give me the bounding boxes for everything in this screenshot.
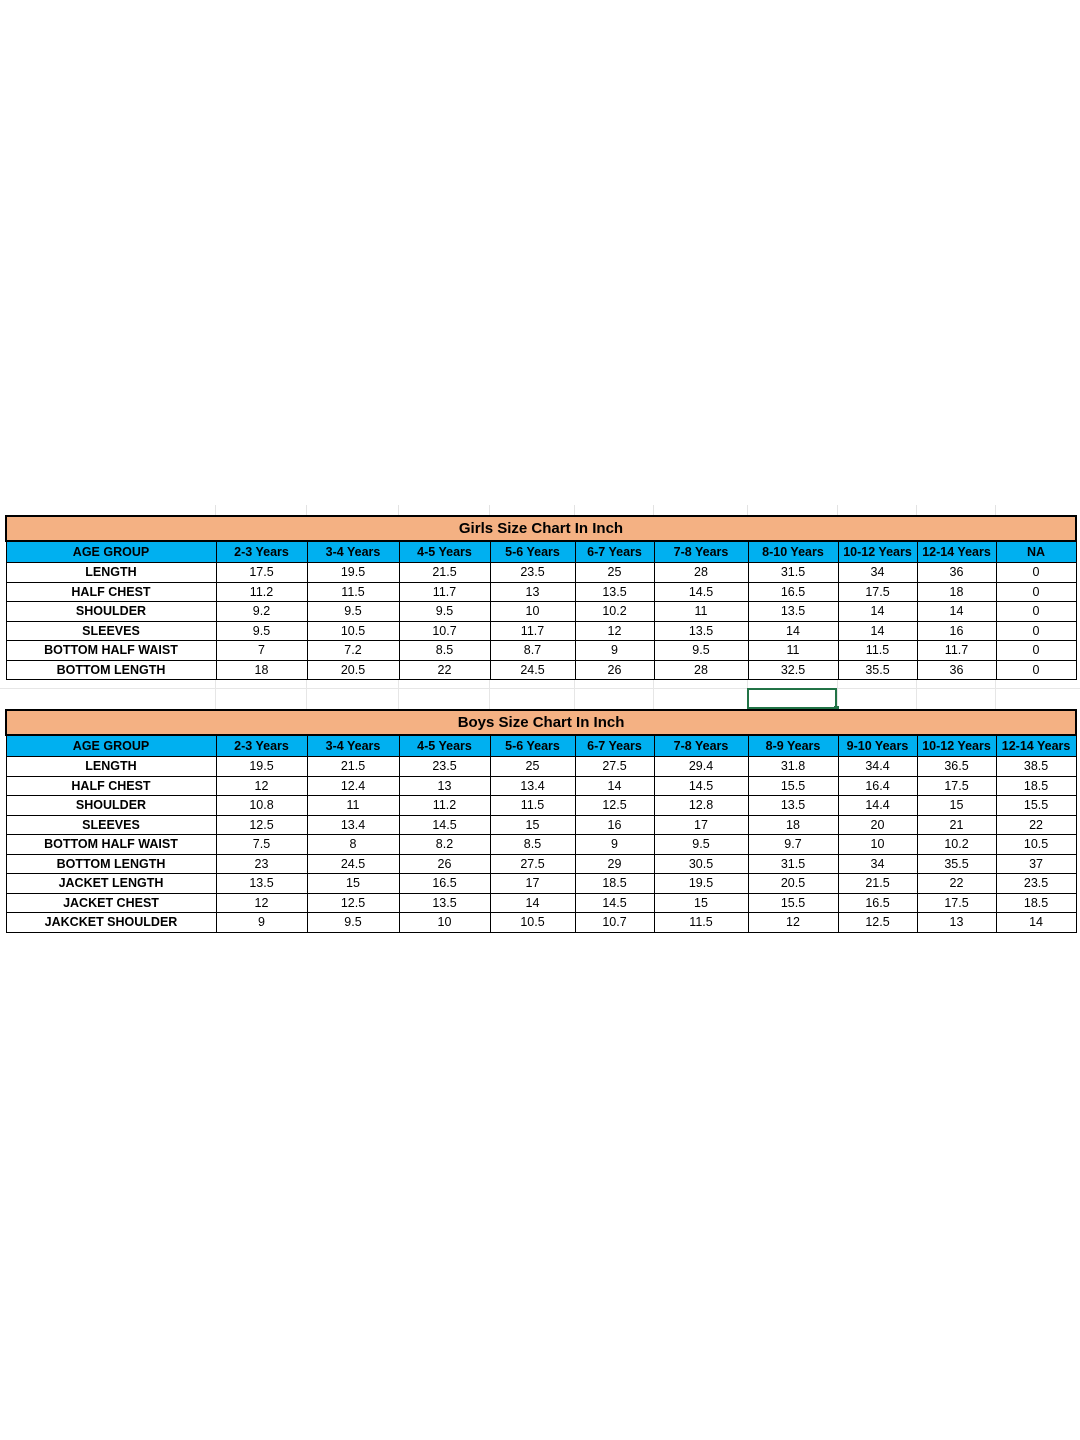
measurement-value-cell[interactable]: 27.5 — [490, 854, 575, 874]
measurement-label-cell[interactable]: BOTTOM LENGTH — [6, 854, 216, 874]
measurement-label-cell[interactable]: JACKET LENGTH — [6, 874, 216, 894]
measurement-label-cell[interactable]: JACKET CHEST — [6, 893, 216, 913]
measurement-value-cell[interactable]: 7.2 — [307, 641, 399, 661]
header-cell-size[interactable]: 8-9 Years — [748, 735, 838, 757]
measurement-value-cell[interactable]: 22 — [399, 660, 490, 680]
measurement-value-cell[interactable]: 31.8 — [748, 757, 838, 777]
measurement-value-cell[interactable]: 14.4 — [838, 796, 917, 816]
measurement-value-cell[interactable]: 14 — [996, 913, 1076, 933]
girls-size-chart-table — [5, 515, 1077, 680]
table-row — [6, 563, 1076, 583]
measurement-value-cell[interactable]: 10.2 — [575, 602, 654, 622]
measurement-value-cell[interactable]: 18 — [748, 815, 838, 835]
measurement-label-cell[interactable]: BOTTOM HALF WAIST — [6, 641, 216, 661]
measurement-value-cell[interactable]: 13 — [917, 913, 996, 933]
measurement-value-cell[interactable]: 14.5 — [654, 582, 748, 602]
measurement-value-cell[interactable]: 23.5 — [996, 874, 1076, 894]
measurement-value-cell[interactable]: 20 — [838, 815, 917, 835]
measurement-value-cell[interactable]: 15.5 — [996, 796, 1076, 816]
measurement-value-cell[interactable]: 17.5 — [917, 776, 996, 796]
header-cell-size[interactable]: 2-3 Years — [216, 735, 307, 757]
measurement-value-cell[interactable]: 12 — [216, 893, 307, 913]
measurement-value-cell[interactable]: 10.5 — [490, 913, 575, 933]
measurement-value-cell[interactable]: 16 — [917, 621, 996, 641]
measurement-value-cell[interactable]: 9.5 — [216, 621, 307, 641]
table-row — [6, 796, 1076, 816]
measurement-value-cell[interactable]: 23 — [216, 854, 307, 874]
measurement-value-cell[interactable]: 15.5 — [748, 893, 838, 913]
measurement-value-cell[interactable]: 0 — [996, 602, 1076, 622]
measurement-value-cell[interactable]: 10.7 — [575, 913, 654, 933]
measurement-value-cell[interactable]: 28 — [654, 660, 748, 680]
measurement-value-cell[interactable]: 29 — [575, 854, 654, 874]
measurement-value-cell[interactable]: 18 — [216, 660, 307, 680]
measurement-value-cell[interactable]: 8.7 — [490, 641, 575, 661]
measurement-label-cell[interactable]: HALF CHEST — [6, 582, 216, 602]
measurement-value-cell[interactable]: 38.5 — [996, 757, 1076, 777]
measurement-value-cell[interactable]: 11.5 — [490, 796, 575, 816]
measurement-value-cell[interactable]: 0 — [996, 582, 1076, 602]
measurement-value-cell[interactable]: 7.5 — [216, 835, 307, 855]
measurement-value-cell[interactable]: 11 — [654, 602, 748, 622]
measurement-value-cell[interactable]: 12.4 — [307, 776, 399, 796]
header-cell-size[interactable]: 10-12 Years — [838, 541, 917, 563]
measurement-value-cell[interactable]: 0 — [996, 641, 1076, 661]
measurement-value-cell[interactable]: 26 — [399, 854, 490, 874]
measurement-value-cell[interactable]: 11.5 — [307, 582, 399, 602]
measurement-value-cell[interactable]: 0 — [996, 563, 1076, 583]
measurement-value-cell[interactable]: 11 — [307, 796, 399, 816]
measurement-value-cell[interactable]: 10.5 — [307, 621, 399, 641]
measurement-value-cell[interactable]: 14.5 — [654, 776, 748, 796]
header-cell-size[interactable]: 12-14 Years — [996, 735, 1076, 757]
measurement-value-cell[interactable]: 12 — [575, 621, 654, 641]
measurement-value-cell[interactable]: 12.8 — [654, 796, 748, 816]
measurement-value-cell[interactable]: 18 — [917, 582, 996, 602]
measurement-value-cell[interactable]: 16.4 — [838, 776, 917, 796]
measurement-value-cell[interactable]: 13.5 — [216, 874, 307, 894]
measurement-value-cell[interactable]: 21.5 — [399, 563, 490, 583]
measurement-value-cell[interactable]: 16.5 — [399, 874, 490, 894]
measurement-value-cell[interactable]: 9.2 — [216, 602, 307, 622]
measurement-value-cell[interactable]: 11.7 — [490, 621, 575, 641]
measurement-value-cell[interactable]: 9 — [216, 913, 307, 933]
measurement-value-cell[interactable]: 14 — [917, 602, 996, 622]
measurement-value-cell[interactable]: 9.5 — [399, 602, 490, 622]
header-cell-size[interactable]: 5-6 Years — [490, 541, 575, 563]
measurement-value-cell[interactable]: 22 — [917, 874, 996, 894]
table-row — [6, 893, 1076, 913]
measurement-value-cell[interactable]: 9.5 — [307, 913, 399, 933]
measurement-value-cell[interactable]: 9 — [575, 641, 654, 661]
measurement-value-cell[interactable]: 13.5 — [748, 602, 838, 622]
measurement-value-cell[interactable]: 15 — [307, 874, 399, 894]
boys-header-row — [6, 735, 1076, 757]
measurement-value-cell[interactable]: 13.5 — [399, 893, 490, 913]
measurement-value-cell[interactable]: 10.5 — [996, 835, 1076, 855]
measurement-value-cell[interactable]: 18.5 — [996, 776, 1076, 796]
measurement-value-cell[interactable]: 34 — [838, 563, 917, 583]
measurement-value-cell[interactable]: 20.5 — [748, 874, 838, 894]
table-row — [6, 641, 1076, 661]
measurement-value-cell[interactable]: 14.5 — [575, 893, 654, 913]
header-cell-size[interactable]: 7-8 Years — [654, 541, 748, 563]
measurement-value-cell[interactable]: 8.5 — [490, 835, 575, 855]
measurement-value-cell[interactable]: 14 — [748, 621, 838, 641]
measurement-value-cell[interactable]: 17.5 — [216, 563, 307, 583]
measurement-label-cell[interactable]: LENGTH — [6, 563, 216, 583]
measurement-value-cell[interactable]: 14 — [575, 776, 654, 796]
measurement-label-cell[interactable]: LENGTH — [6, 757, 216, 777]
header-cell-size[interactable]: 3-4 Years — [307, 735, 399, 757]
measurement-value-cell[interactable]: 28 — [654, 563, 748, 583]
measurement-value-cell[interactable]: 9.7 — [748, 835, 838, 855]
measurement-value-cell[interactable]: 13.5 — [748, 796, 838, 816]
header-cell-size[interactable]: 4-5 Years — [399, 541, 490, 563]
table-row — [6, 835, 1076, 855]
measurement-value-cell[interactable]: 20.5 — [307, 660, 399, 680]
sheet-gridlines-gap — [0, 680, 1080, 709]
table-row — [6, 621, 1076, 641]
measurement-value-cell[interactable]: 9.5 — [307, 602, 399, 622]
measurement-value-cell[interactable]: 10 — [490, 602, 575, 622]
measurement-value-cell[interactable]: 9 — [575, 835, 654, 855]
measurement-value-cell[interactable]: 13.5 — [575, 582, 654, 602]
measurement-value-cell[interactable]: 15 — [490, 815, 575, 835]
measurement-label-cell[interactable]: SHOULDER — [6, 602, 216, 622]
measurement-value-cell[interactable]: 14 — [838, 621, 917, 641]
measurement-value-cell[interactable]: 21.5 — [307, 757, 399, 777]
measurement-value-cell[interactable]: 17.5 — [917, 893, 996, 913]
measurement-value-cell[interactable]: 35.5 — [917, 854, 996, 874]
measurement-value-cell[interactable]: 15 — [654, 893, 748, 913]
measurement-label-cell[interactable]: HALF CHEST — [6, 776, 216, 796]
measurement-value-cell[interactable]: 14.5 — [399, 815, 490, 835]
measurement-value-cell[interactable]: 13 — [399, 776, 490, 796]
measurement-value-cell[interactable]: 23.5 — [490, 563, 575, 583]
measurement-value-cell[interactable]: 16.5 — [748, 582, 838, 602]
measurement-value-cell[interactable]: 11.5 — [654, 913, 748, 933]
measurement-value-cell[interactable]: 26 — [575, 660, 654, 680]
measurement-value-cell[interactable]: 18.5 — [996, 893, 1076, 913]
measurement-value-cell[interactable]: 15.5 — [748, 776, 838, 796]
measurement-value-cell[interactable]: 11.7 — [917, 641, 996, 661]
measurement-value-cell[interactable]: 16.5 — [838, 893, 917, 913]
measurement-value-cell[interactable]: 11.7 — [399, 582, 490, 602]
measurement-value-cell[interactable]: 19.5 — [307, 563, 399, 583]
measurement-value-cell[interactable]: 11.2 — [399, 796, 490, 816]
measurement-value-cell[interactable]: 8 — [307, 835, 399, 855]
measurement-value-cell[interactable]: 8.5 — [399, 641, 490, 661]
measurement-value-cell[interactable]: 24.5 — [307, 854, 399, 874]
girls-header-row — [6, 541, 1076, 563]
girls-chart-title[interactable]: Girls Size Chart In Inch — [6, 516, 1076, 541]
measurement-value-cell[interactable]: 11.2 — [216, 582, 307, 602]
measurement-value-cell[interactable]: 10 — [838, 835, 917, 855]
measurement-label-cell[interactable]: JAKCKET SHOULDER — [6, 913, 216, 933]
measurement-value-cell[interactable]: 13.4 — [307, 815, 399, 835]
measurement-value-cell[interactable]: 10.8 — [216, 796, 307, 816]
measurement-label-cell[interactable]: SLEEVES — [6, 815, 216, 835]
measurement-value-cell[interactable]: 24.5 — [490, 660, 575, 680]
measurement-value-cell[interactable]: 22 — [996, 815, 1076, 835]
measurement-value-cell[interactable]: 17 — [490, 874, 575, 894]
table-row — [6, 913, 1076, 933]
measurement-value-cell[interactable]: 12.5 — [838, 913, 917, 933]
sheet-gridlines-top — [0, 505, 1080, 515]
measurement-value-cell[interactable]: 14 — [838, 602, 917, 622]
measurement-value-cell[interactable]: 31.5 — [748, 563, 838, 583]
measurement-value-cell[interactable]: 16 — [575, 815, 654, 835]
table-row — [6, 602, 1076, 622]
measurement-value-cell[interactable]: 15 — [917, 796, 996, 816]
measurement-value-cell[interactable]: 10 — [399, 913, 490, 933]
measurement-label-cell[interactable]: SHOULDER — [6, 796, 216, 816]
table-row — [6, 757, 1076, 777]
boys-chart-body — [6, 735, 1076, 932]
header-cell-size[interactable]: 7-8 Years — [654, 735, 748, 757]
measurement-value-cell[interactable]: 37 — [996, 854, 1076, 874]
header-cell-size[interactable]: 6-7 Years — [575, 735, 654, 757]
header-cell-size[interactable]: 10-12 Years — [917, 735, 996, 757]
header-cell-size[interactable]: 2-3 Years — [216, 541, 307, 563]
header-cell-size[interactable]: 4-5 Years — [399, 735, 490, 757]
header-cell-size[interactable]: 3-4 Years — [307, 541, 399, 563]
measurement-value-cell[interactable]: 0 — [996, 621, 1076, 641]
table-row — [6, 660, 1076, 680]
measurement-value-cell[interactable]: 36 — [917, 563, 996, 583]
table-row — [6, 582, 1076, 602]
measurement-value-cell[interactable]: 12.5 — [216, 815, 307, 835]
measurement-value-cell[interactable]: 13.5 — [654, 621, 748, 641]
measurement-value-cell[interactable]: 25 — [575, 563, 654, 583]
measurement-value-cell[interactable]: 12 — [216, 776, 307, 796]
measurement-label-cell[interactable]: BOTTOM LENGTH — [6, 660, 216, 680]
measurement-value-cell[interactable]: 9.5 — [654, 641, 748, 661]
measurement-value-cell[interactable]: 34.4 — [838, 757, 917, 777]
header-cell-age-group[interactable]: AGE GROUP — [6, 735, 216, 757]
header-cell-age-group[interactable]: AGE GROUP — [6, 541, 216, 563]
girls-chart-body — [6, 541, 1076, 680]
measurement-value-cell[interactable]: 12.5 — [307, 893, 399, 913]
measurement-value-cell[interactable]: 17 — [654, 815, 748, 835]
measurement-value-cell[interactable]: 36.5 — [917, 757, 996, 777]
measurement-value-cell[interactable]: 11.5 — [838, 641, 917, 661]
measurement-label-cell[interactable]: SLEEVES — [6, 621, 216, 641]
header-cell-size[interactable]: 12-14 Years — [917, 541, 996, 563]
measurement-value-cell[interactable]: 10.2 — [917, 835, 996, 855]
table-row — [6, 874, 1076, 894]
measurement-value-cell[interactable]: 14 — [490, 893, 575, 913]
measurement-value-cell[interactable]: 19.5 — [654, 874, 748, 894]
measurement-value-cell[interactable]: 34 — [838, 854, 917, 874]
measurement-value-cell[interactable]: 35.5 — [838, 660, 917, 680]
selected-cell-indicator[interactable] — [747, 688, 837, 709]
measurement-value-cell[interactable]: 11 — [748, 641, 838, 661]
measurement-value-cell[interactable]: 9.5 — [654, 835, 748, 855]
header-cell-size[interactable]: 6-7 Years — [575, 541, 654, 563]
measurement-value-cell[interactable]: 17.5 — [838, 582, 917, 602]
measurement-value-cell[interactable]: 0 — [996, 660, 1076, 680]
measurement-value-cell[interactable]: 18.5 — [575, 874, 654, 894]
measurement-label-cell[interactable]: BOTTOM HALF WAIST — [6, 835, 216, 855]
measurement-value-cell[interactable]: 13 — [490, 582, 575, 602]
header-cell-size[interactable]: NA — [996, 541, 1076, 563]
measurement-value-cell[interactable]: 21 — [917, 815, 996, 835]
measurement-value-cell[interactable]: 10.7 — [399, 621, 490, 641]
header-cell-size[interactable]: 8-10 Years — [748, 541, 838, 563]
measurement-value-cell[interactable]: 7 — [216, 641, 307, 661]
measurement-value-cell[interactable]: 29.4 — [654, 757, 748, 777]
measurement-value-cell[interactable]: 19.5 — [216, 757, 307, 777]
measurement-value-cell[interactable]: 23.5 — [399, 757, 490, 777]
measurement-value-cell[interactable]: 12.5 — [575, 796, 654, 816]
header-cell-size[interactable]: 9-10 Years — [838, 735, 917, 757]
measurement-value-cell[interactable]: 30.5 — [654, 854, 748, 874]
measurement-value-cell[interactable]: 31.5 — [748, 854, 838, 874]
boys-chart-title[interactable]: Boys Size Chart In Inch — [6, 710, 1076, 735]
table-row — [6, 815, 1076, 835]
table-row — [6, 854, 1076, 874]
measurement-value-cell[interactable]: 32.5 — [748, 660, 838, 680]
measurement-value-cell[interactable]: 8.2 — [399, 835, 490, 855]
header-cell-size[interactable]: 5-6 Years — [490, 735, 575, 757]
measurement-value-cell[interactable]: 25 — [490, 757, 575, 777]
measurement-value-cell[interactable]: 36 — [917, 660, 996, 680]
measurement-value-cell[interactable]: 13.4 — [490, 776, 575, 796]
measurement-value-cell[interactable]: 21.5 — [838, 874, 917, 894]
measurement-value-cell[interactable]: 12 — [748, 913, 838, 933]
boys-size-chart-table — [5, 709, 1077, 933]
table-row — [6, 776, 1076, 796]
measurement-value-cell[interactable]: 27.5 — [575, 757, 654, 777]
